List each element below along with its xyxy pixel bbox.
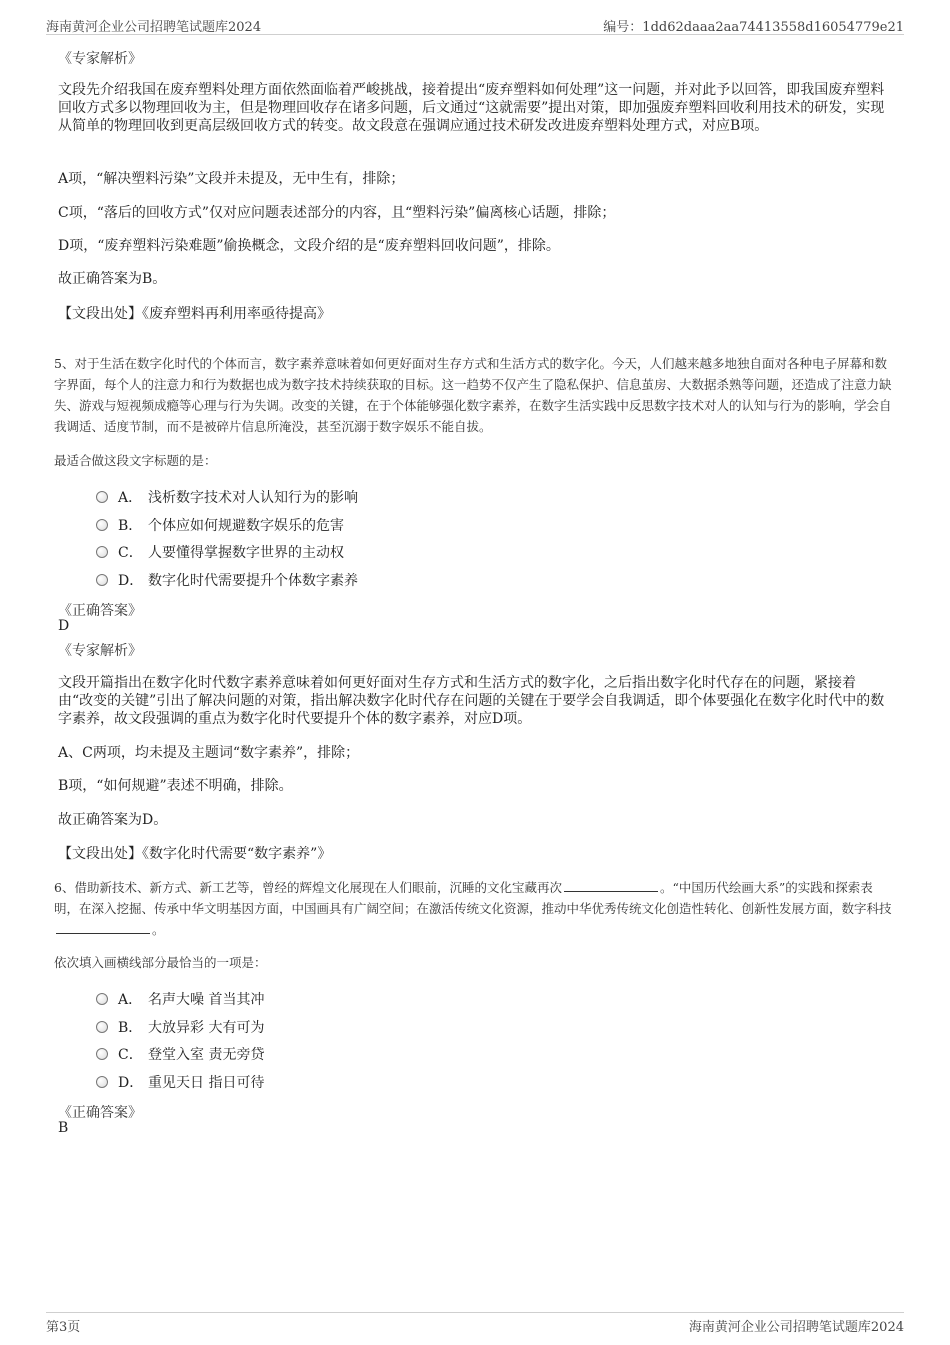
fill-blank-2 (56, 921, 150, 934)
radio-icon[interactable] (96, 574, 108, 586)
analysis-text: 文段开篇指出在数字化时代数字素养意味着如何更好面对生存方式和生活方式的数字化，之后指出数字化时代存在的问题，紧接着由“改变的关键”引出了解决问题的对策，指出解决数字化时代存在问题的关键在于要学会自我调适，即个体要强化在数字化时代中的数字素养，故文段强调的重点为数字化时代要提升个体的数字素养，对应D项。 (58, 675, 885, 727)
stem-text: 。 (152, 922, 165, 937)
option-letter: C． (118, 1047, 143, 1063)
option-text: 重见天日 指日可待 (148, 1075, 265, 1091)
analysis-option-ac: A、C两项，均未提及主题词“数字素养”，排除； (58, 745, 360, 761)
question-6-prompt: 依次填入画横线部分最恰当的一项是： (54, 955, 267, 970)
radio-icon[interactable] (96, 993, 108, 1005)
option-text: 数字化时代需要提升个体数字素养 (148, 573, 358, 589)
analysis-conclusion: 故正确答案为D。 (58, 812, 168, 828)
option-letter: B． (118, 518, 143, 534)
radio-icon[interactable] (96, 546, 108, 558)
radio-icon[interactable] (96, 1076, 108, 1088)
analysis-option-b: B项，“如何规避”表述不明确，排除。 (58, 778, 293, 794)
radio-icon[interactable] (96, 491, 108, 503)
option-letter: B． (118, 1020, 143, 1036)
answer-label: 《正确答案》 (58, 603, 142, 619)
option-text: 大放异彩 大有可为 (148, 1020, 265, 1036)
option-letter: C． (118, 545, 143, 561)
page-number: 第3页 (46, 1320, 81, 1335)
question-5-stem: 5、对于生活在数字化时代的个体而言，数字素养意味着如何更好面对生存方式和生活方式的数字化。今天，人们越来越多地独自面对各种电子屏幕和数字界面，每个人的注意力和行为数据也成为数字技术持续获取的目标。这一趋势不仅产生了隐私保护、信息茧房、大数据杀熟等问题，还造成了注意力缺失、游戏与短视频成瘾等心理与行为失调。改变的关键，在于个体能够强化数字素养，在数字生活实践中反思数字技术对人的认知与行为的影响，学会自我调适、适度节制，而不是被碎片信息所淹没，甚至沉溺于数字娱乐不能自拔。 (54, 356, 892, 434)
option-letter: A． (118, 490, 143, 506)
fill-blank-1 (564, 879, 658, 892)
analysis-conclusion: 故正确答案为B。 (58, 271, 167, 287)
page-footer (46, 1312, 904, 1337)
question-6-stem (54, 877, 896, 940)
answer-label: 《正确答案》 (58, 1105, 142, 1121)
option-letter: D． (118, 573, 144, 589)
header-title: 海南黄河企业公司招聘笔试题库2024 (46, 20, 262, 35)
radio-icon[interactable] (96, 1048, 108, 1060)
radio-icon[interactable] (96, 519, 108, 531)
option-text: 人要懂得掌握数字世界的主动权 (148, 545, 344, 561)
stem-text: 6、借助新技术、新方式、新工艺等，曾经的辉煌文化展现在人们眼前，沉睡的文化宝藏再次 (54, 880, 562, 895)
analysis-source: 【文段出处】《数字化时代需要“数字素养”》 (58, 846, 332, 862)
option-text: 浅析数字技术对人认知行为的影响 (148, 490, 358, 506)
analysis-text: 文段先介绍我国在废弃塑料处理方面依然面临着严峻挑战，接着提出“废弃塑料如何处理”这一问题，并对此予以回答，即我国废弃塑料回收方式多以物理回收为主，但是物理回收存在诸多问题，后文通过“这就需要”提出对策，即加强废弃塑料回收利用技术的研发，实现从简单的物理回收到更高层级回收方式的转变。故文段意在强调应通过技术研发改进废弃塑料处理方式，对应B项。 (58, 82, 885, 134)
analysis-option-d: D项，“废弃塑料污染难题”偷换概念，文段介绍的是“废弃塑料回收问题”，排除。 (58, 238, 560, 254)
analysis-option-a: A项，“解决塑料污染”文段并未提及，无中生有，排除； (58, 171, 405, 187)
footer-title: 海南黄河企业公司招聘笔试题库2024 (688, 1320, 904, 1335)
analysis-option-c: C项，“落后的回收方式”仅对应问题表述部分的内容，且“塑料污染”偏离核心话题，排除； (58, 205, 616, 221)
analysis-label: 《专家解析》 (58, 643, 142, 659)
page-header (46, 14, 904, 35)
question-5-prompt: 最适合做这段文字标题的是： (54, 453, 217, 468)
option-letter: D． (118, 1075, 144, 1091)
option-text: 名声大噪 首当其冲 (148, 992, 265, 1008)
radio-icon[interactable] (96, 1021, 108, 1033)
answer-value: B (58, 1120, 69, 1136)
option-text: 登堂入室 责无旁贷 (148, 1047, 265, 1063)
option-text: 个体应如何规避数字娱乐的危害 (148, 518, 344, 534)
analysis-label: 《专家解析》 (58, 51, 142, 67)
analysis-source: 【文段出处】《废弃塑料再利用率亟待提高》 (58, 306, 331, 322)
header-doc-id: 编号：1dd62daaa2aa74413558d16054779e21 (603, 20, 904, 35)
stem-text: 。“中国历代绘画大系”的实践和探索表明，在深入挖掘、传承中华文明基因方面，中国画具有广阔空间；在激活传统文化资源，推动中华优秀传统文化创造性转化、创新性发展方面，数字科技 (54, 880, 892, 916)
answer-value: D (58, 618, 70, 634)
option-letter: A． (118, 992, 143, 1008)
